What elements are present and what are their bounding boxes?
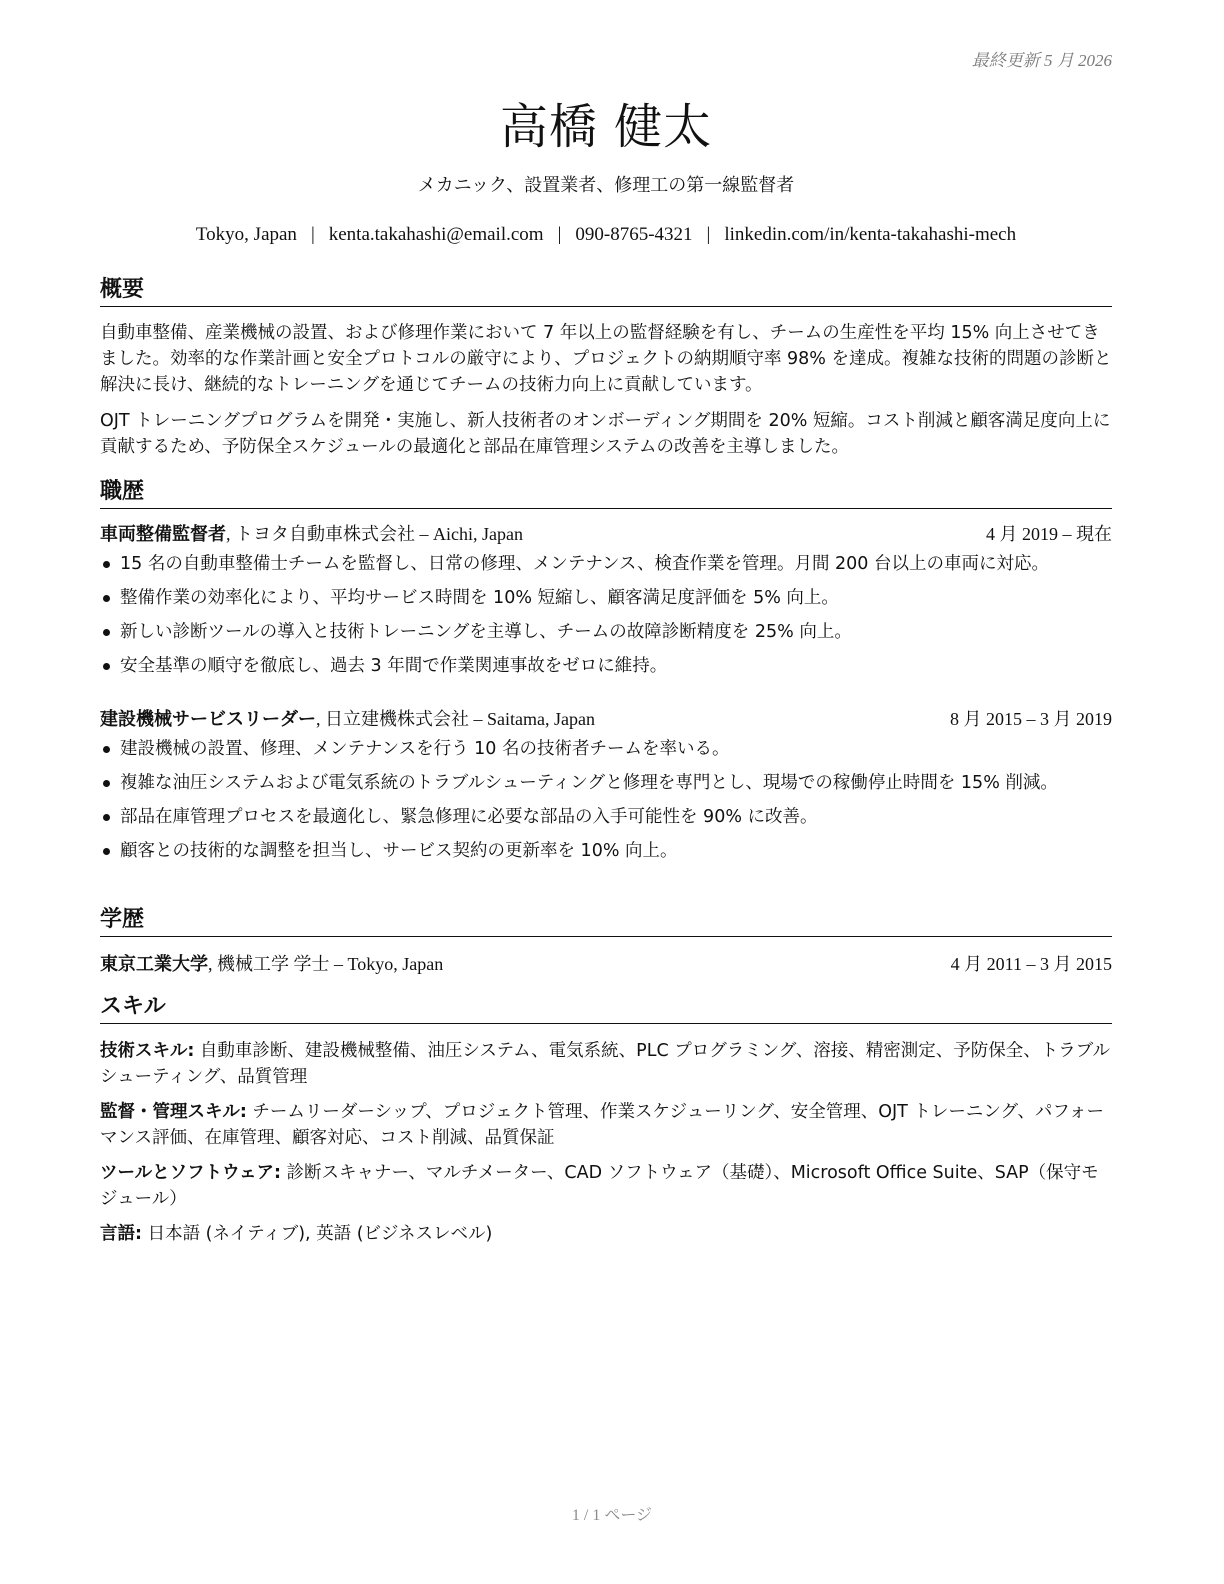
candidate-name: 高橋 健太: [499, 99, 713, 155]
education-dates: 4 月 2011 – 3 月 2015: [950, 954, 1112, 974]
education-entry: [100, 951, 1112, 977]
contact-location: Tokyo, Japan: [195, 224, 297, 245]
job-header: [100, 706, 1112, 732]
skill-value: チームリーダーシップ、プロジェクト管理、作業スケジューリング、安全管理、OJT トレーニング、パフォーマンス評価、在庫管理、顧客対応、コスト削減、品質保証: [100, 1102, 1104, 1148]
section-title-experience: 職歴: [100, 478, 1112, 509]
skill-label: 言語:: [100, 1224, 142, 1244]
job-bullet-list: [100, 551, 1112, 679]
job-bullet: 建設機械の設置、修理、メンテナンスを行う 10 名の技術者チームを率いる。: [100, 736, 1112, 762]
contact-linkedin-link[interactable]: linkedin.com/in/kenta-takahashi-mech: [724, 224, 1017, 245]
contact-phone: 090-8765-4321: [575, 224, 693, 245]
contact-separator: |: [706, 224, 711, 245]
summary-paragraph: 自動車整備、産業機械の設置、および修理作業において 7 年以上の監督経験を有し、チームの生産性を平均 15% 向上させてきました。効率的な作業計画と安全プロトコルの厳守により、プロジェクトの納期順守率 98% を達成。複雑な技術的問題の診断と解決に長け、継続的なトレーニングを通じてチームの技術力向上に貢献しています。: [100, 323, 1112, 395]
job-dates: 8 月 2015 – 3 月 2019: [950, 709, 1112, 729]
job-dates: 4 月 2019 – 現在: [986, 524, 1112, 544]
job-header: [100, 521, 1112, 547]
section-title-skills: スキル: [100, 993, 1112, 1024]
job-role: 建設機械サービスリーダー: [100, 709, 316, 730]
job-bullet: 顧客との技術的な調整を担当し、サービス契約の更新率を 10% 向上。: [100, 838, 1112, 864]
job-bullet: 部品在庫管理プロセスを最適化し、緊急修理に必要な部品の入手可能性を 90% に改善。: [100, 804, 1112, 830]
skill-row: [100, 1221, 1112, 1247]
job-bullet-list: [100, 736, 1112, 864]
page-indicator: 1 / 1 ページ: [571, 1507, 653, 1524]
candidate-headline: メカニック、設置業者、修理工の第一線監督者: [417, 175, 795, 196]
summary-paragraph: OJT トレーニングプログラムを開発・実施し、新人技術者のオンボーディング期間を 20% 短縮。コスト削減と顧客満足度向上に貢献するため、予防保全スケジュールの最適化と部品在庫管理システムの改善を主導しました。: [100, 411, 1111, 457]
section-title-summary: 概要: [100, 276, 1112, 307]
skill-value: 日本語 (ネイティブ), 英語 (ビジネスレベル): [142, 1224, 493, 1244]
job-bullet: 整備作業の効率化により、平均サービス時間を 10% 短縮し、顧客満足度評価を 5% 向上。: [100, 585, 1112, 611]
job-company-location: , トヨタ自動車株式会社 – Aichi, Japan: [226, 524, 523, 544]
skill-value: 診断スキャナー、マルチメーター、CAD ソフトウェア（基礎）、Microsoft Office Suite、SAP（保守モジュール）: [100, 1163, 1099, 1209]
skill-row: [100, 1038, 1112, 1090]
skill-label: ツールとソフトウェア:: [100, 1163, 281, 1183]
contact-separator: |: [557, 224, 562, 245]
last-updated: 最終更新 5 月 2026: [971, 51, 1112, 70]
skill-row: [100, 1160, 1112, 1212]
education-school: 東京工業大学: [100, 954, 208, 975]
job-bullet: 15 名の自動車整備士チームを監督し、日常の修理、メンテナンス、検査作業を管理。月間 200 台以上の車両に対応。: [100, 551, 1112, 577]
contact-line: [100, 224, 1112, 246]
education-degree-location: , 機械工学 学士 – Tokyo, Japan: [208, 954, 444, 974]
job-bullet: 安全基準の順守を徹底し、過去 3 年間で作業関連事故をゼロに維持。: [100, 653, 1112, 679]
job-bullet: 複雑な油圧システムおよび電気系統のトラブルシューティングと修理を専門とし、現場での稼働停止時間を 15% 削減。: [100, 770, 1112, 796]
contact-email-link[interactable]: kenta.takahashi@email.com: [328, 224, 544, 245]
contact-separator: |: [310, 224, 315, 245]
skill-value: 自動車診断、建設機械整備、油圧システム、電気系統、PLC プログラミング、溶接、精密測定、予防保全、トラブルシューティング、品質管理: [100, 1041, 1110, 1087]
skill-row: [100, 1099, 1112, 1151]
job-role: 車両整備監督者: [100, 524, 226, 545]
job-bullet: 新しい診断ツールの導入と技術トレーニングを主導し、チームの故障診断精度を 25% 向上。: [100, 619, 1112, 645]
job-company-location: , 日立建機株式会社 – Saitama, Japan: [316, 709, 595, 729]
skill-label: 技術スキル:: [100, 1041, 195, 1061]
skill-label: 監督・管理スキル:: [100, 1102, 247, 1122]
section-title-education: 学歴: [100, 906, 1112, 937]
